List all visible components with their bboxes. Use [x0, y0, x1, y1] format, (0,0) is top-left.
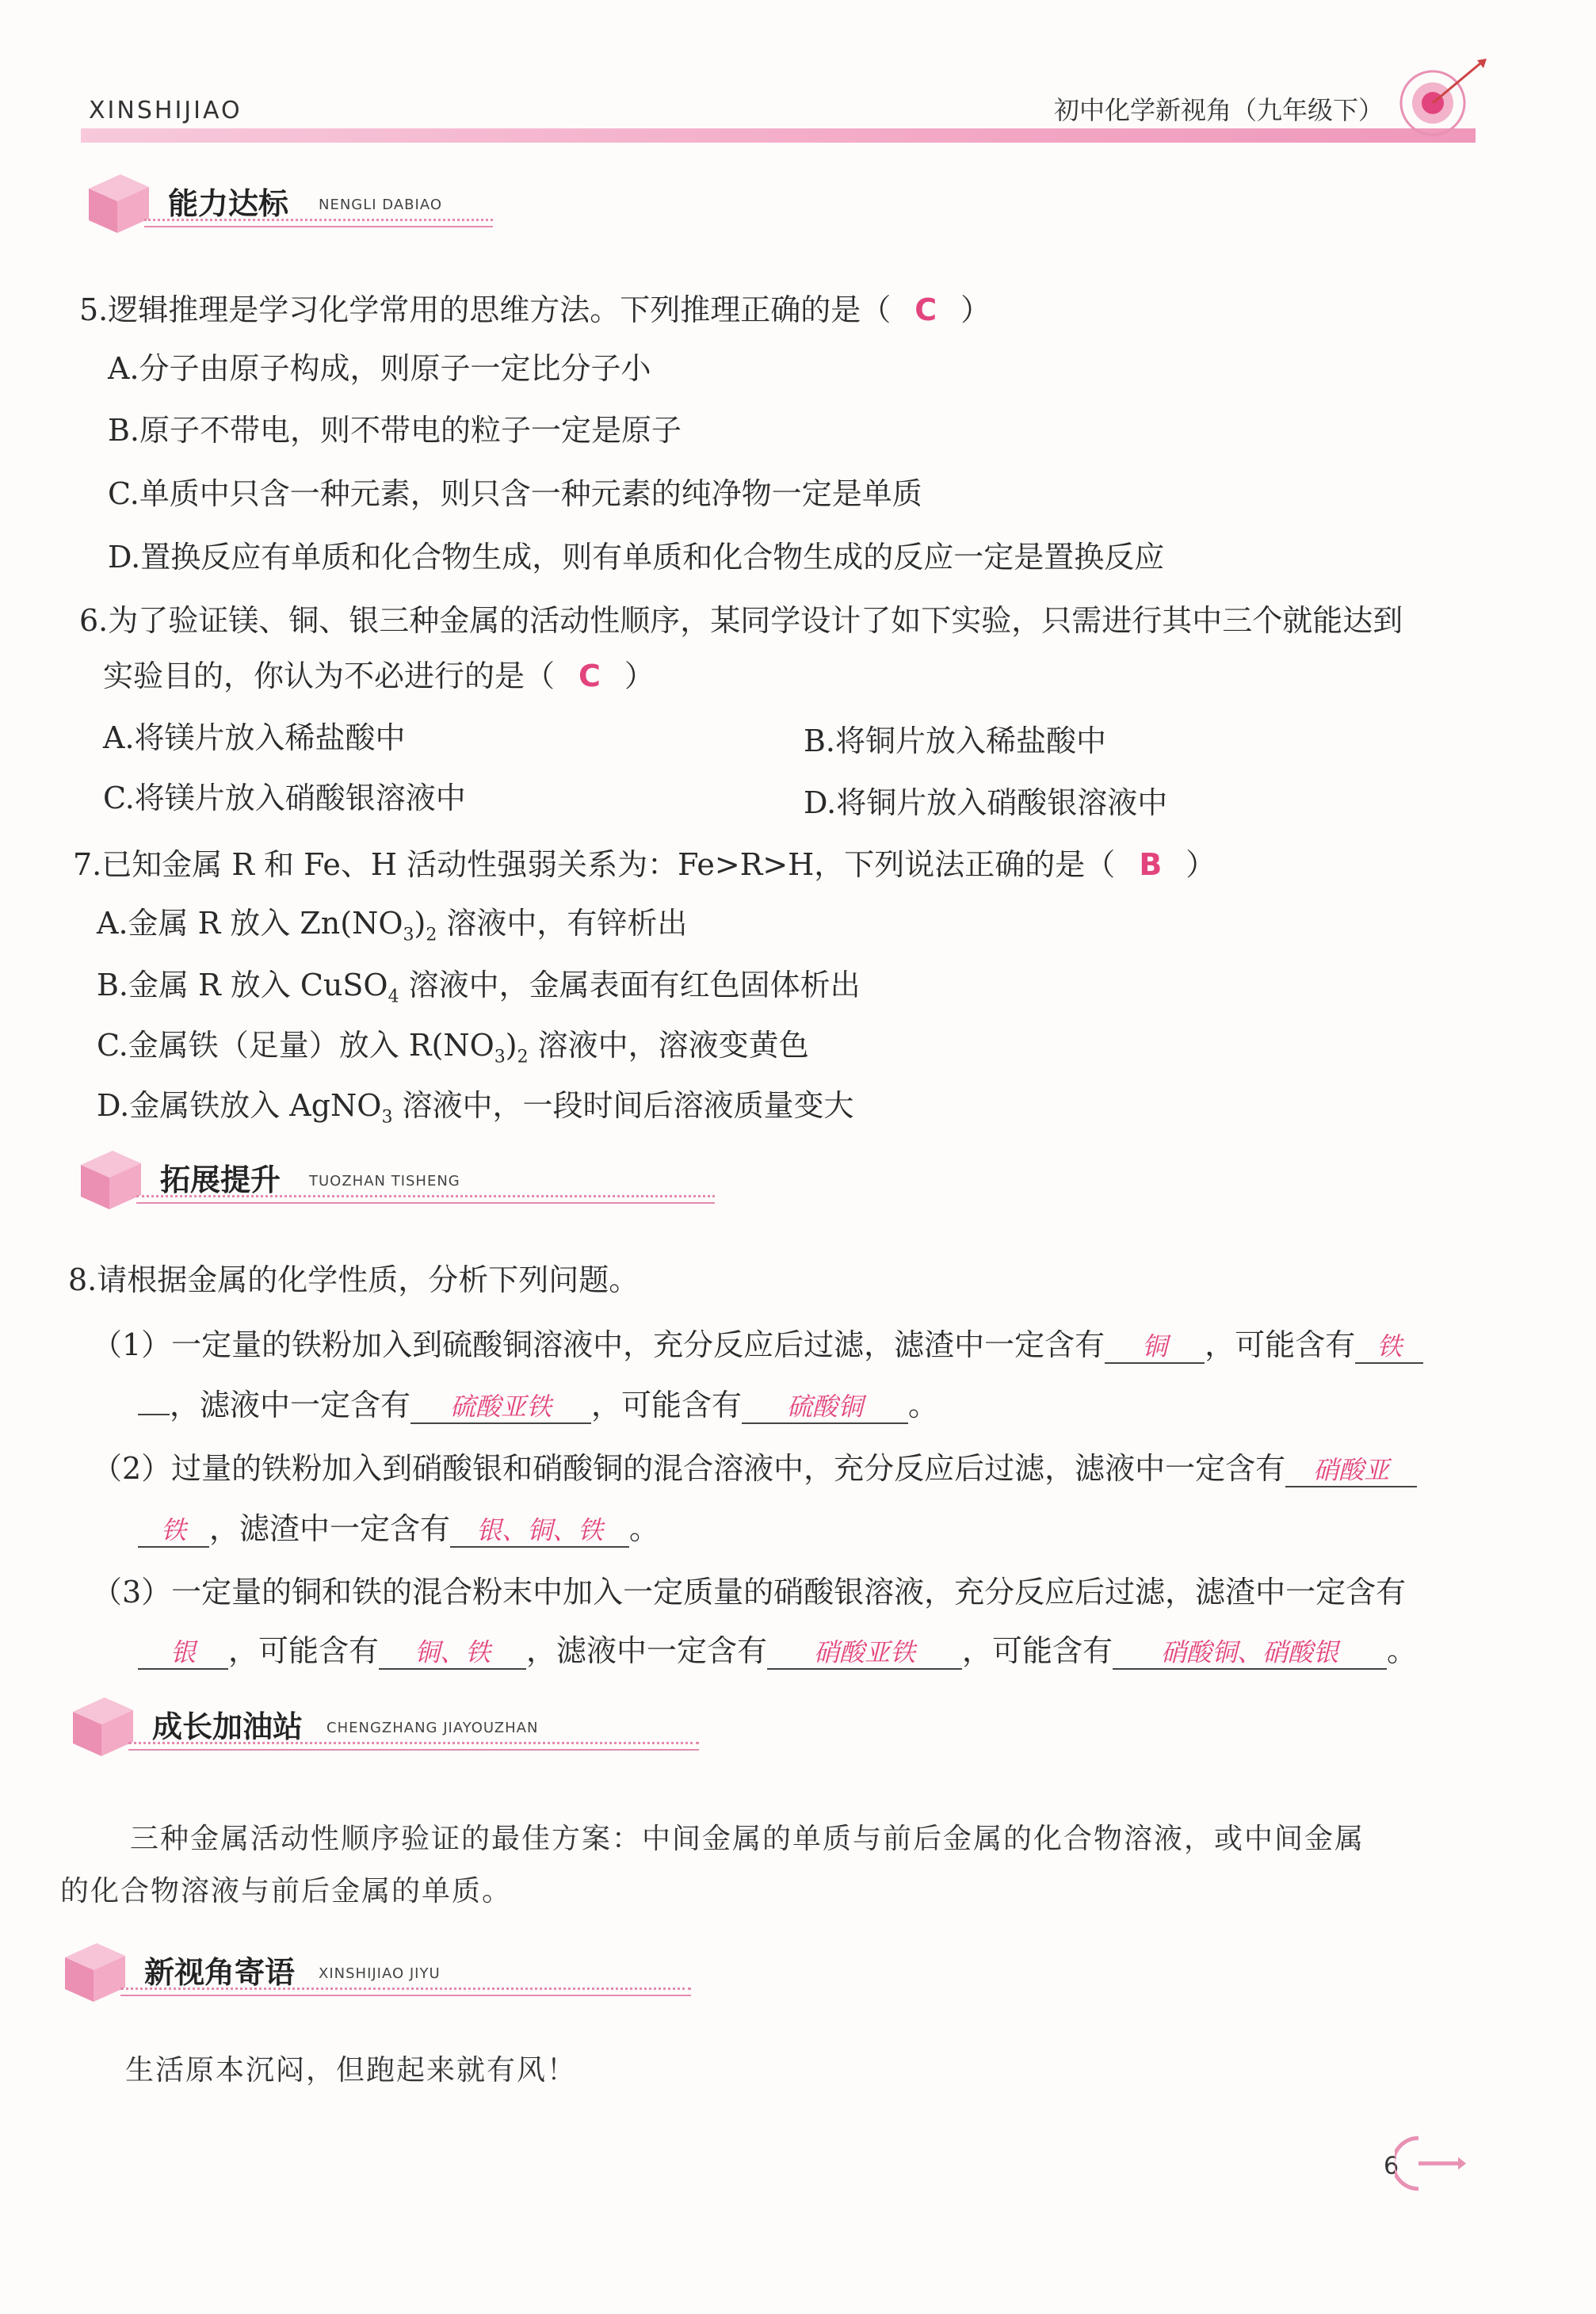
q6-answer: C [578, 659, 601, 693]
page-number: 6 [1384, 2152, 1399, 2180]
q5-option-c: C.单质中只含一种元素，则只含一种元素的纯净物一定是单质 [108, 476, 922, 511]
q8-p1-blank1: 铜 [1105, 1331, 1205, 1364]
cube-icon [81, 165, 154, 236]
section-header-growth [65, 1688, 715, 1759]
q8-p3-blank2: 铜、铁 [379, 1636, 526, 1670]
q8-p3-blank3: 硝酸亚铁 [767, 1636, 962, 1670]
q8-p1-blank3: 硫酸亚铁 [410, 1391, 591, 1424]
page-arrow-icon [1395, 2132, 1466, 2195]
q7-option-d: D.金属铁放入 AgNO$_3$ 溶液中，一段时间后溶液质量变大 [97, 1088, 854, 1128]
q6-stem-line2: 实验目的，你认为不必进行的是（ C ） [103, 659, 655, 693]
cube-icon [73, 1141, 146, 1212]
section-title: 成长加油站 [152, 1709, 304, 1744]
section-header-ability [81, 165, 493, 236]
q7-answer: B [1139, 847, 1163, 882]
q8-p2-blank2: 银、铜、铁 [450, 1514, 629, 1548]
motto-text: 生活原本沉闷，但跑起来就有风！ [125, 2054, 578, 2087]
q8-p3-blank1: 银 [138, 1636, 228, 1670]
q8-p2-blank1a: 硝酸亚 [1285, 1454, 1417, 1487]
cube-icon [65, 1688, 138, 1759]
section-header-motto [57, 1934, 707, 2005]
section-pinyin: CHENGZHANG JIAYOUZHAN [326, 1720, 539, 1736]
header-bar [81, 128, 1476, 143]
q6-option-d: D.将铜片放入硝酸银溶液中 [804, 785, 1168, 820]
tip-line2: 的化合物溶液与前后金属的单质。 [60, 1875, 513, 1907]
tip-line1: 三种金属活动性顺序验证的最佳方案：中间金属的单质与前后金属的化合物溶液，或中间金属 [130, 1823, 1365, 1855]
q5-option-b: B.原子不带电，则不带电的粒子一定是原子 [108, 413, 682, 448]
section-title: 拓展提升 [160, 1163, 281, 1197]
q8-part2-line2: 铁 ，滤渣中一定含有 银、铜、铁 。 [138, 1504, 659, 1548]
q8-p2-blank1b: 铁 [138, 1514, 209, 1548]
section-header-extension [73, 1141, 723, 1212]
q6-option-c: C.将镁片放入硝酸银溶液中 [103, 781, 466, 815]
q7-option-b: B.金属 R 放入 CuSO$_4$ 溶液中，金属表面有红色固体析出 [97, 968, 861, 1007]
q8-part3-line2: 银 ，可能含有 铜、铁 ，滤液中一定含有 硝酸亚铁 ，可能含有 硝酸铜、硝酸银 。 [138, 1626, 1417, 1670]
q8-part1-line1: （1）一定量的铁粉加入到硫酸铜溶液中，充分反应后过滤，滤渣中一定含有 铜 ，可能含有 铁 [92, 1320, 1423, 1364]
q6-option-a: A.将镁片放入稀盐酸中 [103, 720, 406, 755]
q6-stem-line1: 6.为了验证镁、铜、银三种金属的活动性顺序，某同学设计了如下实验，只需进行其中三个就能达到 [79, 603, 1403, 638]
section-title: 能力达标 [168, 186, 289, 221]
section-pinyin: TUOZHAN TISHENG [309, 1173, 460, 1189]
q7-option-c: C.金属铁（足量）放入 $R(NO_3)_2$ 溶液中，溶液变黄色 [97, 1028, 809, 1067]
header-series-name: XINSHIJIAO [89, 97, 242, 124]
q8-part3-line1: （3）一定量的铜和铁的混合粉末中加入一定质量的硝酸银溶液，充分反应后过滤，滤渣中一定含有 [92, 1575, 1407, 1609]
target-logo-icon [1395, 55, 1490, 143]
q5-answer: C [914, 292, 937, 327]
header-book-title: 初中化学新视角（九年级下） [1054, 95, 1384, 125]
section-title: 新视角寄语 [144, 1955, 296, 1990]
section-pinyin: XINSHIJIAO JIYU [319, 1965, 441, 1982]
q6-option-b: B.将铜片放入稀盐酸中 [804, 724, 1107, 758]
q5-option-d: D.置换反应有单质和化合物生成，则有单质和化合物生成的反应一定是置换反应 [108, 540, 1165, 575]
q7-stem: 7.已知金属 R 和 Fe、H 活动性强弱关系为：Fe>R>H，下列说法正确的是（ B ） [73, 847, 1216, 882]
q8-p3-blank4: 硝酸铜、硝酸银 [1113, 1636, 1387, 1670]
section-pinyin: NENGLI DABIAO [319, 197, 442, 213]
q8-part2-line1: （2）过量的铁粉加入到硝酸银和硝酸铜的混合溶液中，充分反应后过滤，滤液中一定含有 硝酸亚 [92, 1444, 1417, 1487]
q8-p1-blank2: 铁 [1355, 1331, 1423, 1364]
q8-part1-line2: ，滤液中一定含有 硫酸亚铁 ，可能含有 硫酸铜 。 [138, 1380, 938, 1424]
q5-stem: 5.逻辑推理是学习化学常用的思维方法。下列推理正确的是（ C ） [79, 292, 991, 327]
q7-option-a: A.金属 R 放入 $Zn(NO_3)_2$ 溶液中，有锌析出 [97, 906, 688, 945]
q5-option-a: A.分子由原子构成，则原子一定比分子小 [108, 351, 651, 386]
cube-icon [57, 1934, 130, 2005]
q8-stem: 8.请根据金属的化学性质，分析下列问题。 [68, 1262, 640, 1297]
q8-p1-blank4: 硫酸铜 [742, 1391, 908, 1424]
